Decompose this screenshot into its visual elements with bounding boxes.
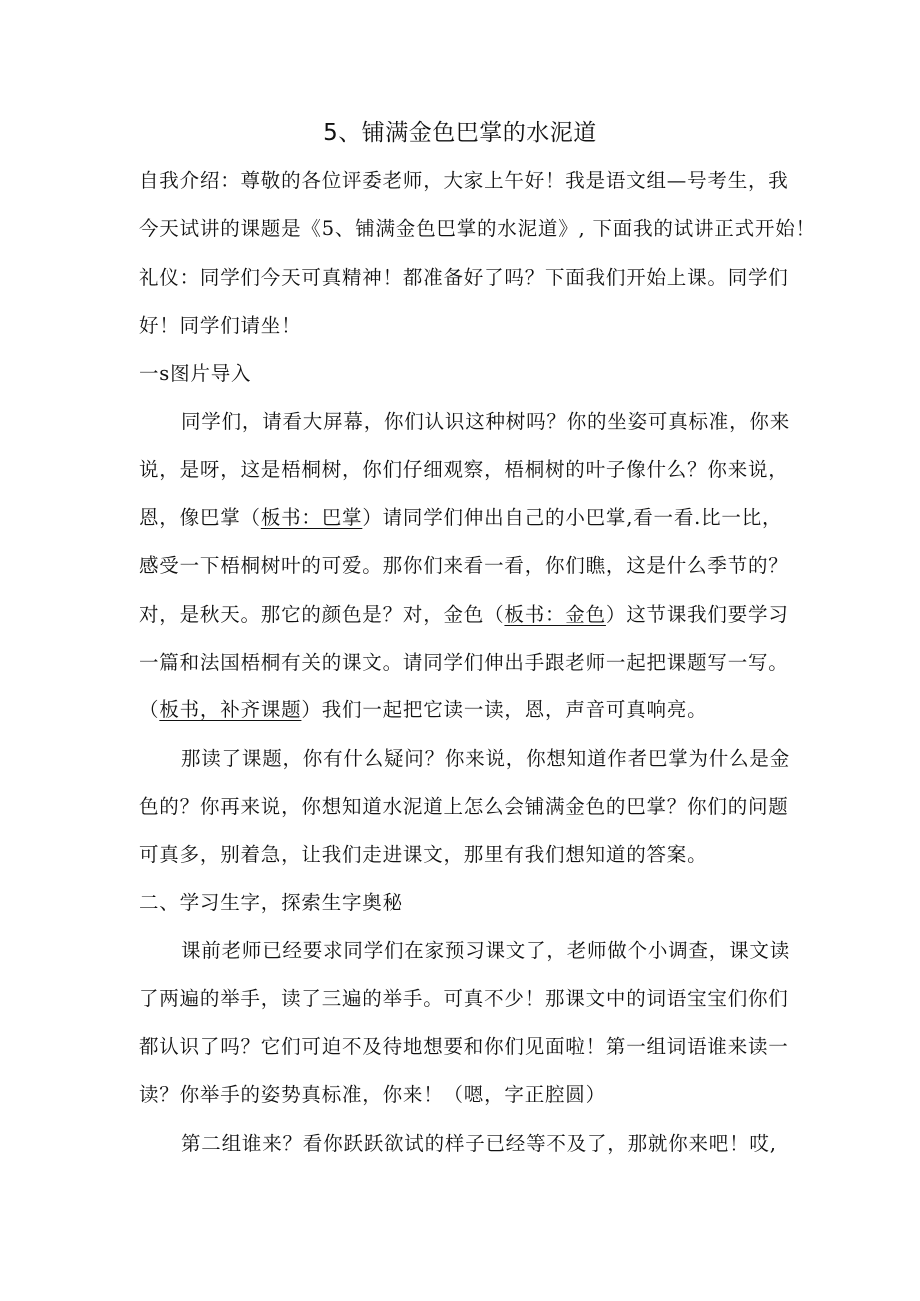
text-run: 恩，像巴掌（ — [139, 506, 261, 529]
text-line — [139, 455, 789, 485]
text-run: 可真多，别着急，让我们走进课文，那里有我们想知道的答案。 — [139, 843, 708, 866]
text-run: 第二组谁来？看你跃跃欲试的样子已经等不及了，那就你来吧！哎, — [181, 1132, 777, 1155]
text-line — [139, 648, 789, 678]
text-line — [139, 984, 789, 1014]
text-run: 礼仪：同学们今天可真精神！都准备好了吗？下面我们开始上课。同学们 — [139, 266, 789, 289]
text-run: 色的？你再来说，你想知道水泥道上怎么会铺满金色的巴掌？你们的问题 — [139, 795, 789, 818]
board-note: 板书：巴掌 — [260, 506, 363, 529]
text-line — [139, 840, 707, 870]
text-line — [139, 600, 789, 630]
text-line — [139, 792, 789, 822]
text-line — [139, 1032, 789, 1062]
text-run: 都认识了吗？它们可迫不及待地想要和你们见面啦！第一组词语谁来读一 — [139, 1035, 789, 1058]
board-note: 板书，补齐课题 — [159, 698, 302, 721]
text-run: 说，是呀，这是梧桐树，你们仔细观察，梧桐树的叶子像什么？你来说， — [139, 458, 789, 481]
text-line — [139, 166, 789, 196]
text-run: 一篇和法国梧桐有关的课文。请同学们伸出手跟老师一起把课题写一写。 — [139, 651, 789, 674]
text-line — [181, 936, 790, 966]
text-run: 读？你举手的姿势真标准，你来！（嗯，字正腔圆） — [139, 1083, 606, 1106]
text-run: ）我们一起把它读一读，恩，声音可真响亮。 — [301, 698, 708, 721]
board-note: 板书：金色 — [504, 603, 606, 626]
text-run: 一s图片导入 — [139, 362, 252, 385]
text-run: ）请同学们伸出自己的小巴掌,看一看.比一比， — [362, 506, 783, 529]
text-run: 今天试讲的课题是《5、铺满金色巴掌的水泥道》, 下面我的试讲正式开始！ — [139, 217, 816, 240]
section-heading — [139, 888, 403, 918]
text-line — [139, 551, 789, 581]
text-line — [139, 503, 782, 533]
text-run: （ — [139, 698, 160, 721]
text-line — [139, 214, 816, 244]
text-run: 同学们，请看大屏幕，你们认识这种树吗？你的坐姿可真标准，你来 — [181, 410, 791, 433]
text-run: 自我介绍：尊敬的各位评委老师，大家上午好！我是语文组—号考生，我 — [139, 169, 789, 192]
text-run: 二、学习生字，探索生字奥秘 — [139, 891, 403, 914]
text-run: 了两遍的举手，读了三遍的举手。可真不少！那课文中的词语宝宝们你们 — [139, 987, 789, 1010]
document-title: 5、铺满金色巴掌的水泥道 — [323, 120, 597, 146]
text-line — [139, 263, 789, 293]
text-run: 对，是秋天。那它的颜色是？对，金色（ — [139, 603, 505, 626]
text-run: 课前老师已经要求同学们在家预习课文了，老师做个小调查，课文读 — [181, 939, 791, 962]
section-heading — [139, 359, 251, 389]
text-run: 好！同学们请坐！ — [139, 314, 302, 337]
text-line — [139, 695, 707, 725]
text-line — [139, 311, 301, 341]
text-run: 感受一下梧桐树叶的可爱。那你们来看一看，你们瞧，这是什么季节的？ — [139, 554, 789, 577]
text-run: 那读了课题，你有什么疑问？你来说，你想知道作者巴掌为什么是金 — [181, 747, 791, 770]
text-line — [181, 744, 790, 774]
text-run: ）这节课我们要学习 — [605, 603, 789, 626]
text-line — [181, 1129, 777, 1159]
text-line — [139, 1080, 606, 1110]
text-line — [181, 407, 790, 437]
